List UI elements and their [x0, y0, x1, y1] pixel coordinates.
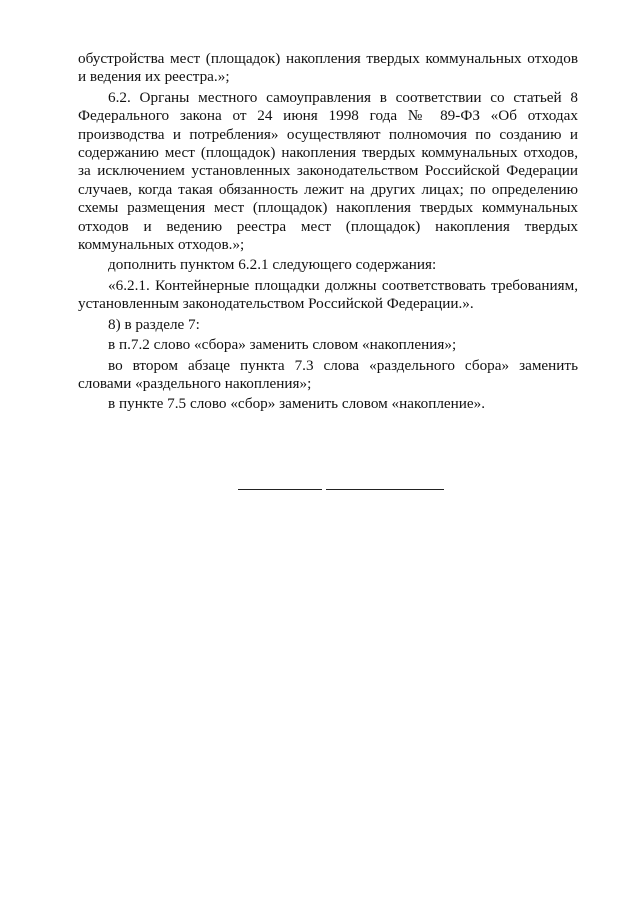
paragraph-add-6-2-1: дополнить пунктом 6.2.1 следующего содержания:	[108, 256, 437, 274]
paragraph-6-2: 6.2. Органы местного самоуправления в соответствии со статьей 8 Федерального закона от 24 июня 1998 года № 89-ФЗ «Об отходах производства и потребления» осуществляют полномочия по созданию и содержанию мест (площадок) накопления твердых коммунальных отходов, за исключением установленных законодательством Российской Федерации случаев, когда такая обязанность лежит на других лицах; по определению схемы размещения мест (площадок) накопления твердых коммунальных отходов и ведению реестра мест (площадок) накопления твердых коммунальных отходов.»;	[78, 88, 578, 254]
paragraph-7-2: в п.7.2 слово «сбора» заменить словом «накопления»;	[108, 336, 457, 354]
paragraph-6-2-1: «6.2.1. Контейнерные площадки должны соответствовать требованиям, установленным законодательством Российской Федерации.».	[78, 276, 578, 313]
closing-rule-left	[238, 489, 322, 490]
paragraph-section-7: 8) в разделе 7:	[108, 315, 200, 333]
paragraph-7-3: во втором абзаце пункта 7.3 слова «раздельного сбора» заменить словами «раздельного накопления»;	[78, 356, 578, 392]
document-body	[78, 50, 578, 414]
closing-rule-right	[326, 489, 444, 490]
paragraph-7-5: в пункте 7.5 слово «сбор» заменить словом «накопление».	[108, 395, 486, 413]
paragraph-continuation: обустройства мест (площадок) накопления твердых коммунальных отходов и ведения их реестра.»;	[78, 50, 578, 86]
